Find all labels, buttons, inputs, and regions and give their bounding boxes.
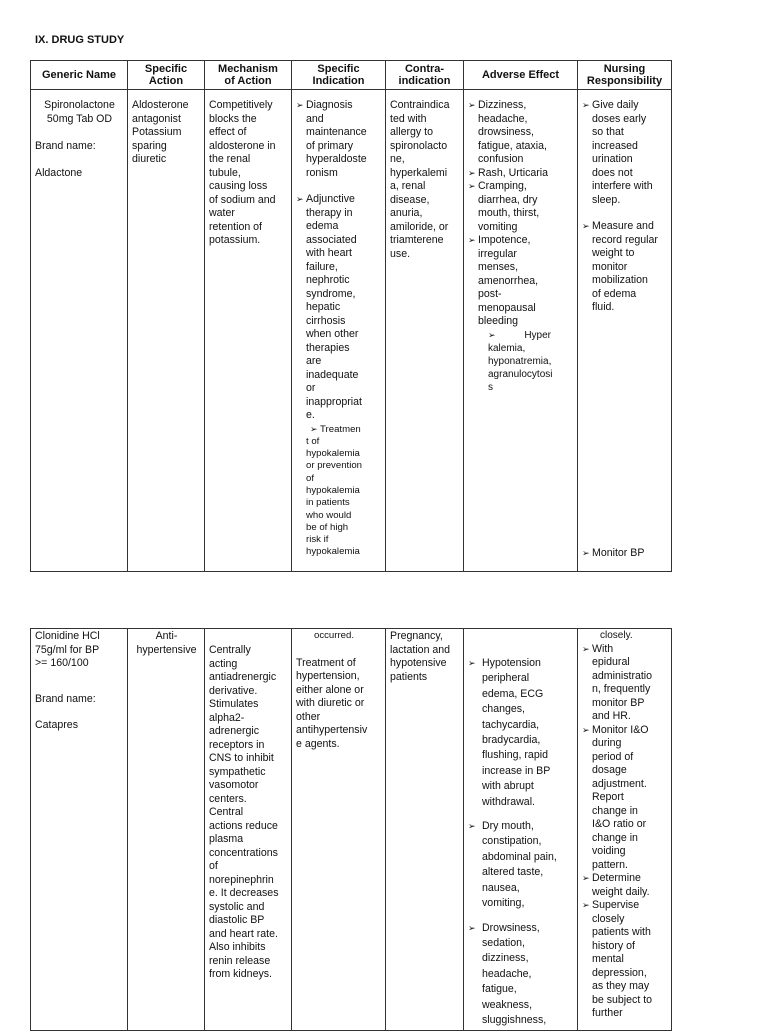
header-generic-name: Generic Name (31, 61, 128, 90)
header-indication: Specific Indication (292, 61, 386, 90)
list-item: ➢ Give daily doses early so that increased urination does not interfere with sleep. (582, 99, 653, 206)
page-title: IX. DRUG STUDY (35, 34, 125, 46)
list-item: ➢ Hypotension peripheral edema, ECG changes, tachycardia, bradycardia, flushing, rapid increase in BP with abrupt withdrawal. (468, 657, 551, 808)
list-item: ➢ Hyper kalemia, hyponatremia, agranulocytosi s (488, 329, 553, 393)
list-item: ➢ Determine weight daily. (582, 872, 650, 898)
arrow-bullet-icon: ➢ (468, 821, 476, 832)
contraindication-cell: Pregnancy, lactation and hypotensive patients (386, 629, 464, 1031)
header-adverse-effect: Adverse Effect (464, 61, 578, 90)
drug-study-table-1 (30, 60, 672, 572)
arrow-bullet-icon: ➢ (582, 643, 590, 654)
indication-cell (292, 90, 386, 572)
header-specific-action: Specific Action (128, 61, 205, 90)
arrow-bullet-icon: ➢ (582, 724, 590, 735)
adverse-effect-cell (464, 629, 578, 1031)
list-item: ➢ Drowsiness, sedation, dizziness, headache, fatigue, weakness, sluggishness, (468, 921, 547, 1026)
arrow-bullet-icon: ➢ (296, 194, 304, 204)
indication-cell: occurred. Treatment of hypertension, either alone or with diuretic or other antihypertensiv e agents. (292, 629, 386, 1031)
arrow-bullet-icon: ➢ (582, 900, 590, 910)
list-item: ➢ Measure and record regular weight to monitor mobilization of edema fluid. (582, 220, 658, 313)
list-item: ➢ Adjunctive therapy in edema associated with heart failure, nephrotic syndrome, hepatic cirrhosis when other therapies are inadequate or inappropriat e. (296, 193, 362, 421)
arrow-bullet-icon: ➢ (488, 329, 496, 340)
list-item: ➢ Supervise closely patients with history of mental depression, as they may be subject to further (582, 899, 653, 1019)
arrow-bullet-icon: ➢ (310, 423, 318, 434)
list-item: ➢ Dizziness, headache, drowsiness, fatigue, ataxia, confusion (468, 99, 547, 165)
arrow-bullet-icon: ➢ (582, 100, 590, 110)
arrow-bullet-icon: ➢ (582, 221, 590, 231)
brand-name: Catapres (35, 719, 78, 731)
specific-action-cell: Aldosterone antagonist Potassium sparing diuretic (128, 90, 205, 572)
arrow-bullet-icon: ➢ (468, 235, 476, 245)
nursing-cell (578, 90, 672, 572)
list-item: ➢ Rash, Urticaria (468, 166, 549, 179)
generic-name-cell: Spironolactone 50mg Tab OD Brand name: Aldactone (31, 90, 128, 572)
list-item: ➢ Dry mouth, constipation, abdominal pain, altered taste, nausea, vomiting, (468, 820, 557, 910)
list-item: ➢ Cramping, diarrhea, dry mouth, thirst, vomiting (468, 180, 540, 233)
list-item: ➢ Impotence, irregular menses, amenorrhea, post- menopausal bleeding (468, 234, 539, 327)
adverse-effect-cell (464, 90, 578, 572)
list-item: ➢ Treatmen t of hypokalemia or prevention of hypokalemia in patients who would be of high risk if hypokalemia (306, 423, 362, 558)
arrow-bullet-icon: ➢ (468, 181, 476, 191)
header-nursing: Nursing Responsibility (578, 61, 672, 90)
table-row (31, 90, 672, 572)
list-item: ➢ With epidural administratio n, frequently monitor BP and HR. (582, 642, 653, 722)
arrow-bullet-icon: ➢ (468, 167, 476, 178)
nursing-cell: closely. ➢ With epidural administratio n, frequently monitor BP and HR. ➢ Monitor I&O during period of dosage adjustment. Report change in I&O ratio or change in voiding pattern. ➢ Determine weight daily. ➢ Supervise closely patients with history of mental depression, as they may be subject to further (578, 629, 672, 1031)
drug-study-table-2 (30, 628, 672, 1031)
arrow-bullet-icon: ➢ (582, 873, 590, 883)
brand-name: Aldactone (35, 166, 83, 179)
arrow-bullet-icon: ➢ (468, 100, 476, 110)
header-mechanism: Mechanism of Action (205, 61, 292, 90)
header-contraindication: Contra- indication (386, 61, 464, 90)
generic-name-cell: Clonidine HCl 75g/ml for BP >= 160/100 Brand name: Catapres (31, 629, 128, 1031)
arrow-bullet-icon: ➢ (468, 922, 476, 933)
mechanism-cell: Centrally acting antiadrenergic derivative. Stimulates alpha2- adrenergic receptors in CNS to inhibit sympathetic vasomotor centers. Central actions reduce plasma concentrations of norepinephrin e. It decreases systolic and diastolic BP and heart rate. Also inhibits renin release from kidneys. (205, 629, 292, 1031)
list-item: ➢ Monitor I&O during period of dosage adjustment. Report change in I&O ratio or change in voiding pattern. (582, 723, 649, 871)
arrow-bullet-icon: ➢ (582, 547, 590, 558)
table-header-row (31, 61, 672, 90)
arrow-bullet-icon: ➢ (468, 658, 476, 668)
table-row (31, 629, 672, 1031)
list-item: ➢ Diagnosis and maintenance of primary hyperaldoste ronism (296, 99, 367, 179)
contraindication-cell: Contraindica ted with allergy to spironolacto ne, hyperkalemi a, renal disease, anuria, amiloride, or triamterene use. (386, 90, 464, 572)
specific-action-cell: Anti- hypertensive (128, 629, 205, 1031)
arrow-bullet-icon: ➢ (296, 100, 304, 110)
list-item: ➢ Monitor BP (582, 546, 645, 559)
mechanism-cell: Competitively blocks the effect of aldosterone in the renal tubule, causing loss of sodium and water retention of potassium. (205, 90, 292, 572)
